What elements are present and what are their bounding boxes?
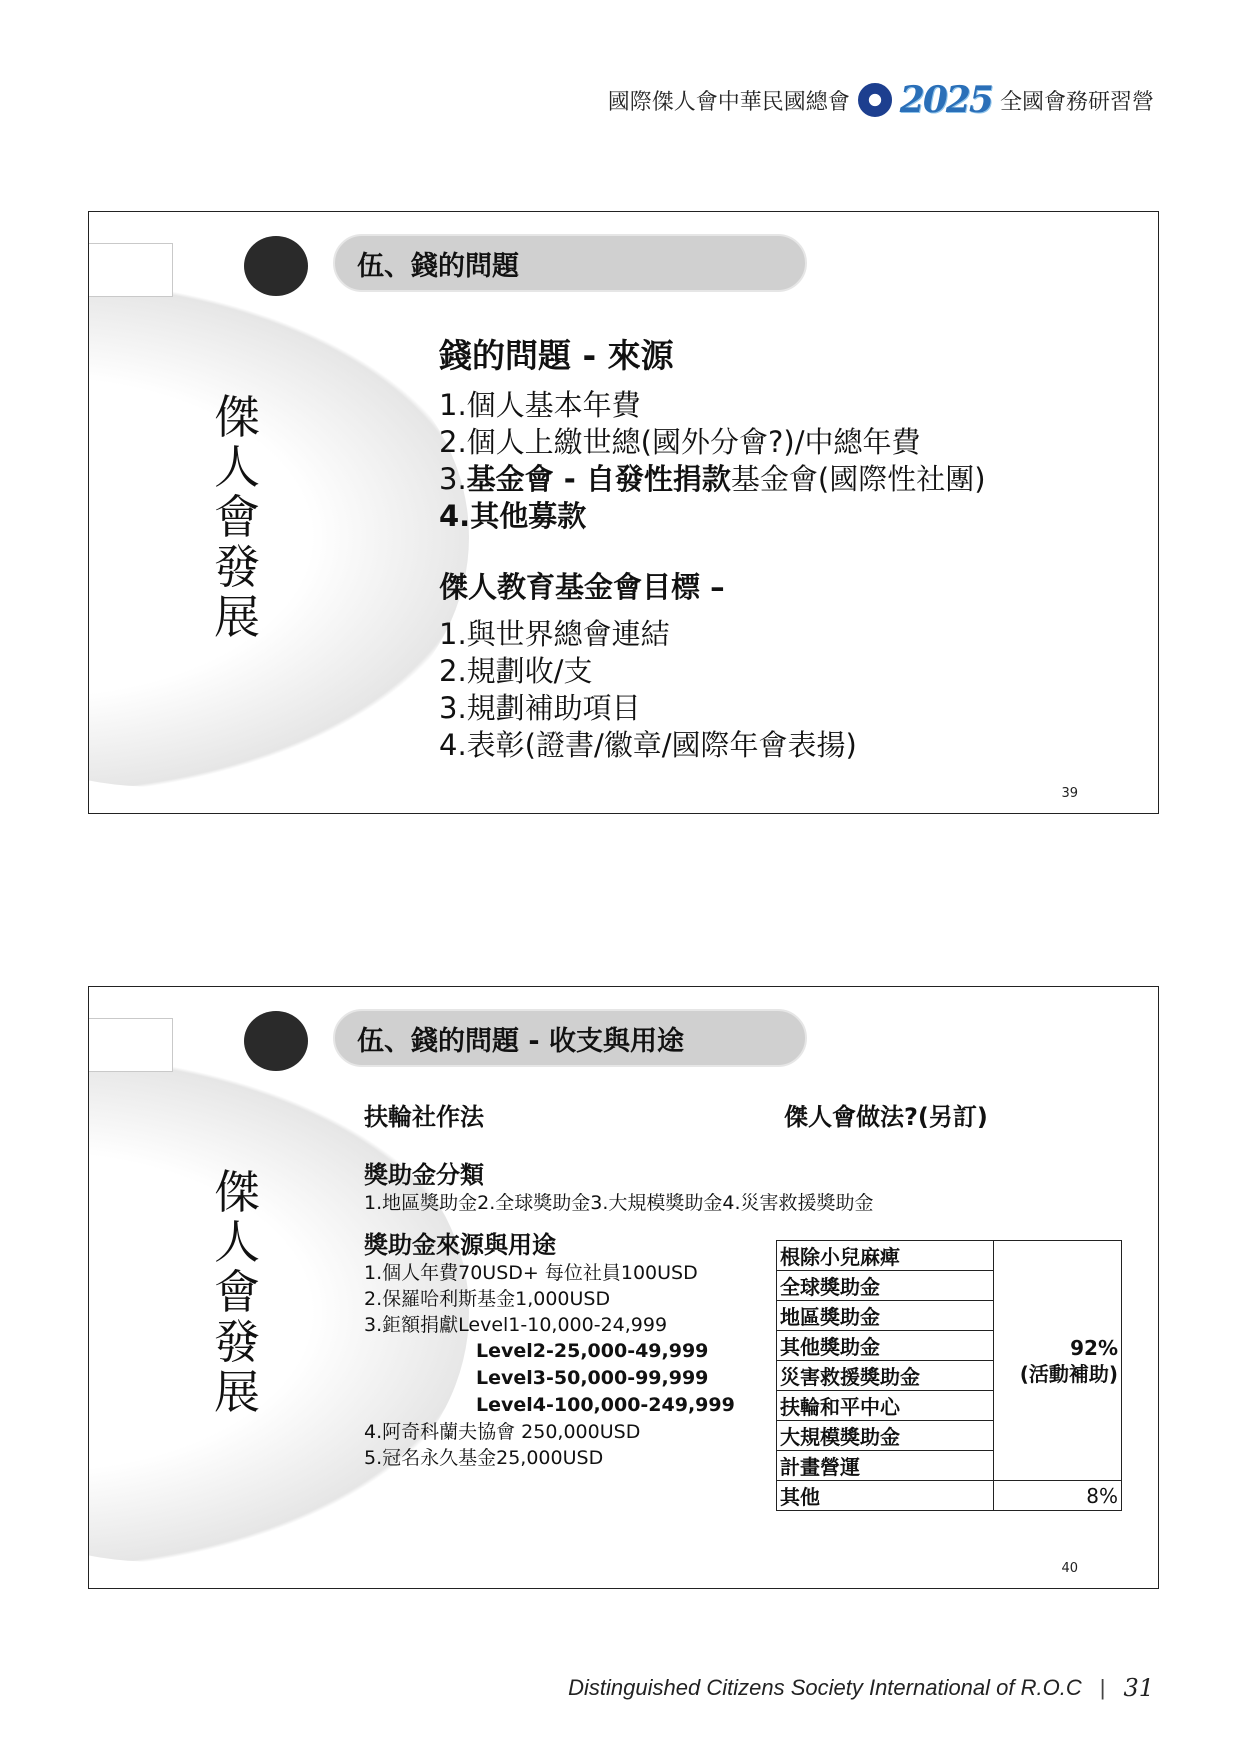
year-logo: 2025 xyxy=(899,79,992,121)
source-line: 4.阿奇科蘭夫協會 250,000USD xyxy=(364,1421,641,1443)
side-title xyxy=(207,1167,267,1417)
item-text: 個人基本年費 xyxy=(466,388,641,422)
level-line: Level4-100,000-249,999 xyxy=(476,1394,735,1416)
slide-40 xyxy=(88,986,1159,1589)
bullet-dot-icon xyxy=(244,1011,308,1071)
group-pct: 92% xyxy=(1070,1335,1118,1360)
table-row xyxy=(777,1481,1122,1511)
list-item xyxy=(439,461,986,498)
table-cell: 災害救援獎助金 xyxy=(777,1361,994,1391)
list-item: 1.與世界總會連結 xyxy=(439,617,670,651)
side-char: 人 xyxy=(214,440,260,494)
side-char: 傑 xyxy=(214,390,260,444)
page-number: 31 xyxy=(1123,1674,1154,1702)
group-pct-cell xyxy=(994,1241,1122,1481)
table-cell: 全球獎助金 xyxy=(777,1271,994,1301)
corner-box xyxy=(88,243,173,297)
side-char: 傑 xyxy=(214,1165,260,1219)
slide-number: 39 xyxy=(1061,786,1078,801)
item-prefix: 3. xyxy=(439,462,467,496)
side-char: 會 xyxy=(214,1265,260,1319)
item-text: 基金會(國際性社團) xyxy=(730,462,986,496)
table-cell: 地區獎助金 xyxy=(777,1301,994,1331)
grant-categories: 1.地區獎助金2.全球獎助金3.大規模獎助金4.災害救援獎助金 xyxy=(364,1192,874,1214)
source-line: 5.冠名永久基金25,000USD xyxy=(364,1447,604,1469)
table-cell: 其他獎助金 xyxy=(777,1331,994,1361)
corner-box xyxy=(88,1018,173,1072)
list-item xyxy=(439,424,986,461)
level-line: Level3-50,000-99,999 xyxy=(476,1367,709,1389)
side-title xyxy=(207,392,267,642)
item-bold: 其他募款 xyxy=(470,499,587,533)
heading-goals: 傑人教育基金會目標 – xyxy=(439,570,725,604)
side-char: 發 xyxy=(214,540,260,594)
list-item: 2.規劃收/支 xyxy=(439,654,593,688)
grant-category-title: 獎助金分類 xyxy=(364,1161,484,1189)
table-cell: 其他 xyxy=(777,1481,994,1511)
right-heading: 傑人會做法?(另訂) xyxy=(784,1103,988,1131)
source-line: 1.個人年費70USD+ 每位社員100USD xyxy=(364,1262,698,1284)
table-cell: 計畫營運 xyxy=(777,1451,994,1481)
heading-sources: 錢的問題 - 來源 xyxy=(439,336,674,375)
org-name: 國際傑人會中華民國總會 xyxy=(607,89,850,115)
list-item: 4.表彰(證書/徽章/國際年會表揚) xyxy=(439,728,857,762)
list-item: 3.規劃補助項目 xyxy=(439,691,641,725)
decorative-arc xyxy=(88,287,469,787)
list-item xyxy=(439,387,986,424)
side-char: 展 xyxy=(214,590,260,644)
footer-org: Distinguished Citizens Society International of R.O.C xyxy=(568,1675,1082,1700)
item-prefix: 2. xyxy=(439,425,467,459)
fund-allocation-table xyxy=(776,1240,1122,1511)
page-footer xyxy=(568,1674,1154,1702)
table-cell: 大規模獎助金 xyxy=(777,1421,994,1451)
source-line: 2.保羅哈利斯基金1,000USD xyxy=(364,1288,611,1310)
side-char: 人 xyxy=(214,1215,260,1269)
slide-number: 40 xyxy=(1061,1561,1078,1576)
source-use-title: 獎助金來源與用途 xyxy=(364,1231,556,1259)
section-title: 伍、錢的問題 - 收支與用途 xyxy=(333,1009,807,1067)
item-prefix: 4. xyxy=(439,499,471,533)
section-title: 伍、錢的問題 xyxy=(333,234,807,292)
item-text: 個人上繳世總(國外分會?)/中總年費 xyxy=(466,425,921,459)
level-line: Level2-25,000-49,999 xyxy=(476,1340,709,1362)
list-item xyxy=(439,498,986,535)
item-prefix: 1. xyxy=(439,388,467,422)
left-heading: 扶輪社作法 xyxy=(364,1103,484,1131)
slide-39 xyxy=(88,211,1159,814)
footer-separator: | xyxy=(1099,1675,1106,1700)
page-header xyxy=(608,78,1154,122)
table-cell: 根除小兒麻痺 xyxy=(777,1241,994,1271)
seal-logo-icon xyxy=(858,83,892,117)
item-bold: 基金會 - 自發性捐款 xyxy=(466,462,731,496)
event-name: 全國會務研習營 xyxy=(999,89,1154,115)
slide-content xyxy=(439,330,986,764)
side-char: 發 xyxy=(214,1315,260,1369)
group-note: (活動補助) xyxy=(1019,1361,1118,1386)
side-char: 展 xyxy=(214,1365,260,1419)
side-char: 會 xyxy=(214,490,260,544)
table-cell: 扶輪和平中心 xyxy=(777,1391,994,1421)
other-pct: 8% xyxy=(994,1481,1122,1511)
table-row xyxy=(777,1241,1122,1271)
source-line: 3.鉅額捐獻Level1-10,000-24,999 xyxy=(364,1314,668,1336)
bullet-dot-icon xyxy=(244,236,308,296)
